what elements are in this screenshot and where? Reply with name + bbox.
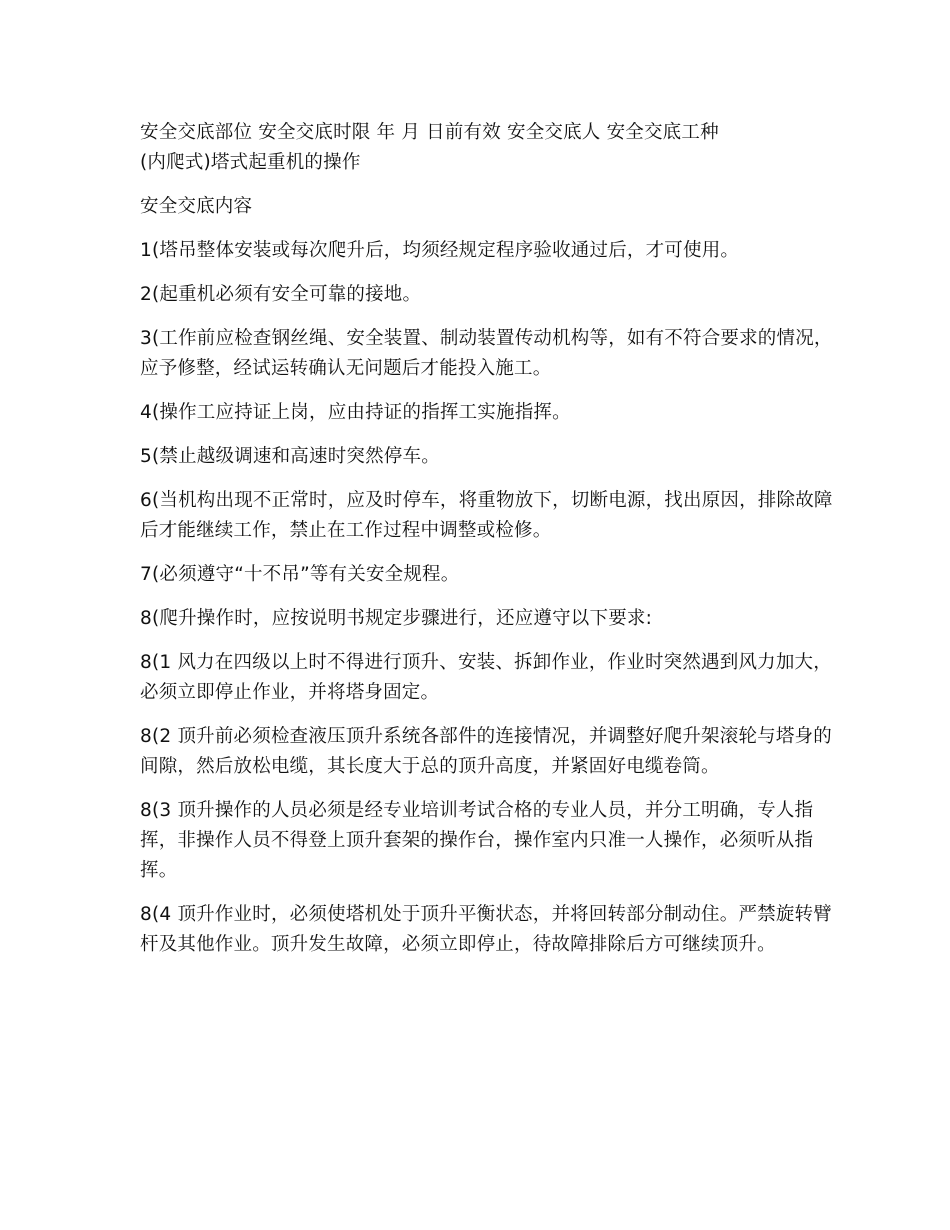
paragraph-7: 7(必须遵守“十不吊”等有关安全规程。 [140, 564, 460, 585]
document-title: (内爬式)塔式起重机的操作 [140, 152, 361, 173]
paragraph-6: 6(当机构出现不正常时，应及时停车，将重物放下，切断电源，找出原因，排除故障后才能继续工作，禁止在工作过程中调整或检修。 [140, 490, 833, 541]
paragraph-8: 8(爬升操作时，应按说明书规定步骤进行，还应遵守以下要求: [140, 608, 653, 629]
paragraph-8-3: 8(3 顶升操作的人员必须是经专业培训考试合格的专业人员，并分工明确，专人指挥，非操作人员不得登上顶升套架的操作台，操作室内只准一人操作，必须听从指挥。 [140, 800, 814, 881]
section-title: 安全交底内容 [140, 196, 253, 217]
paragraph-5: 5(禁止越级调速和高速时突然停车。 [140, 446, 440, 467]
paragraph-2: 2(起重机必须有安全可靠的接地。 [140, 284, 422, 305]
paragraph-8-2: 8(2 顶升前必须检查液压顶升系统各部件的连接情况，并调整好爬升架滚轮与塔身的间隙，然后放松电缆，其长度大于总的顶升高度，并紧固好电缆卷筒。 [140, 726, 832, 777]
paragraph-8-1: 8(1 风力在四级以上时不得进行顶升、安装、拆卸作业，作业时突然遇到风力加大，必须立即停止作业，并将塔身固定。 [140, 652, 832, 703]
header-fields-line: 安全交底部位 安全交底时限 年 月 日前有效 安全交底人 安全交底工种 [140, 122, 719, 143]
paragraph-8-4: 8(4 顶升作业时，必须使塔机处于顶升平衡状态，并将回转部分制动住。严禁旋转臂杆及其他作业。顶升发生故障，必须立即停止，待故障排除后方可继续顶升。 [140, 904, 832, 955]
document-body [140, 118, 840, 960]
paragraph-1: 1(塔吊整体安装或每次爬升后，均须经规定程序验收通过后，才可使用。 [140, 240, 740, 261]
paragraph-3: 3(工作前应检查钢丝绳、安全装置、制动装置传动机构等，如有不符合要求的情况，应予修整，经试运转确认无问题后才能投入施工。 [140, 328, 833, 379]
paragraph-4: 4(操作工应持证上岗，应由持证的指挥工实施指挥。 [140, 402, 571, 423]
